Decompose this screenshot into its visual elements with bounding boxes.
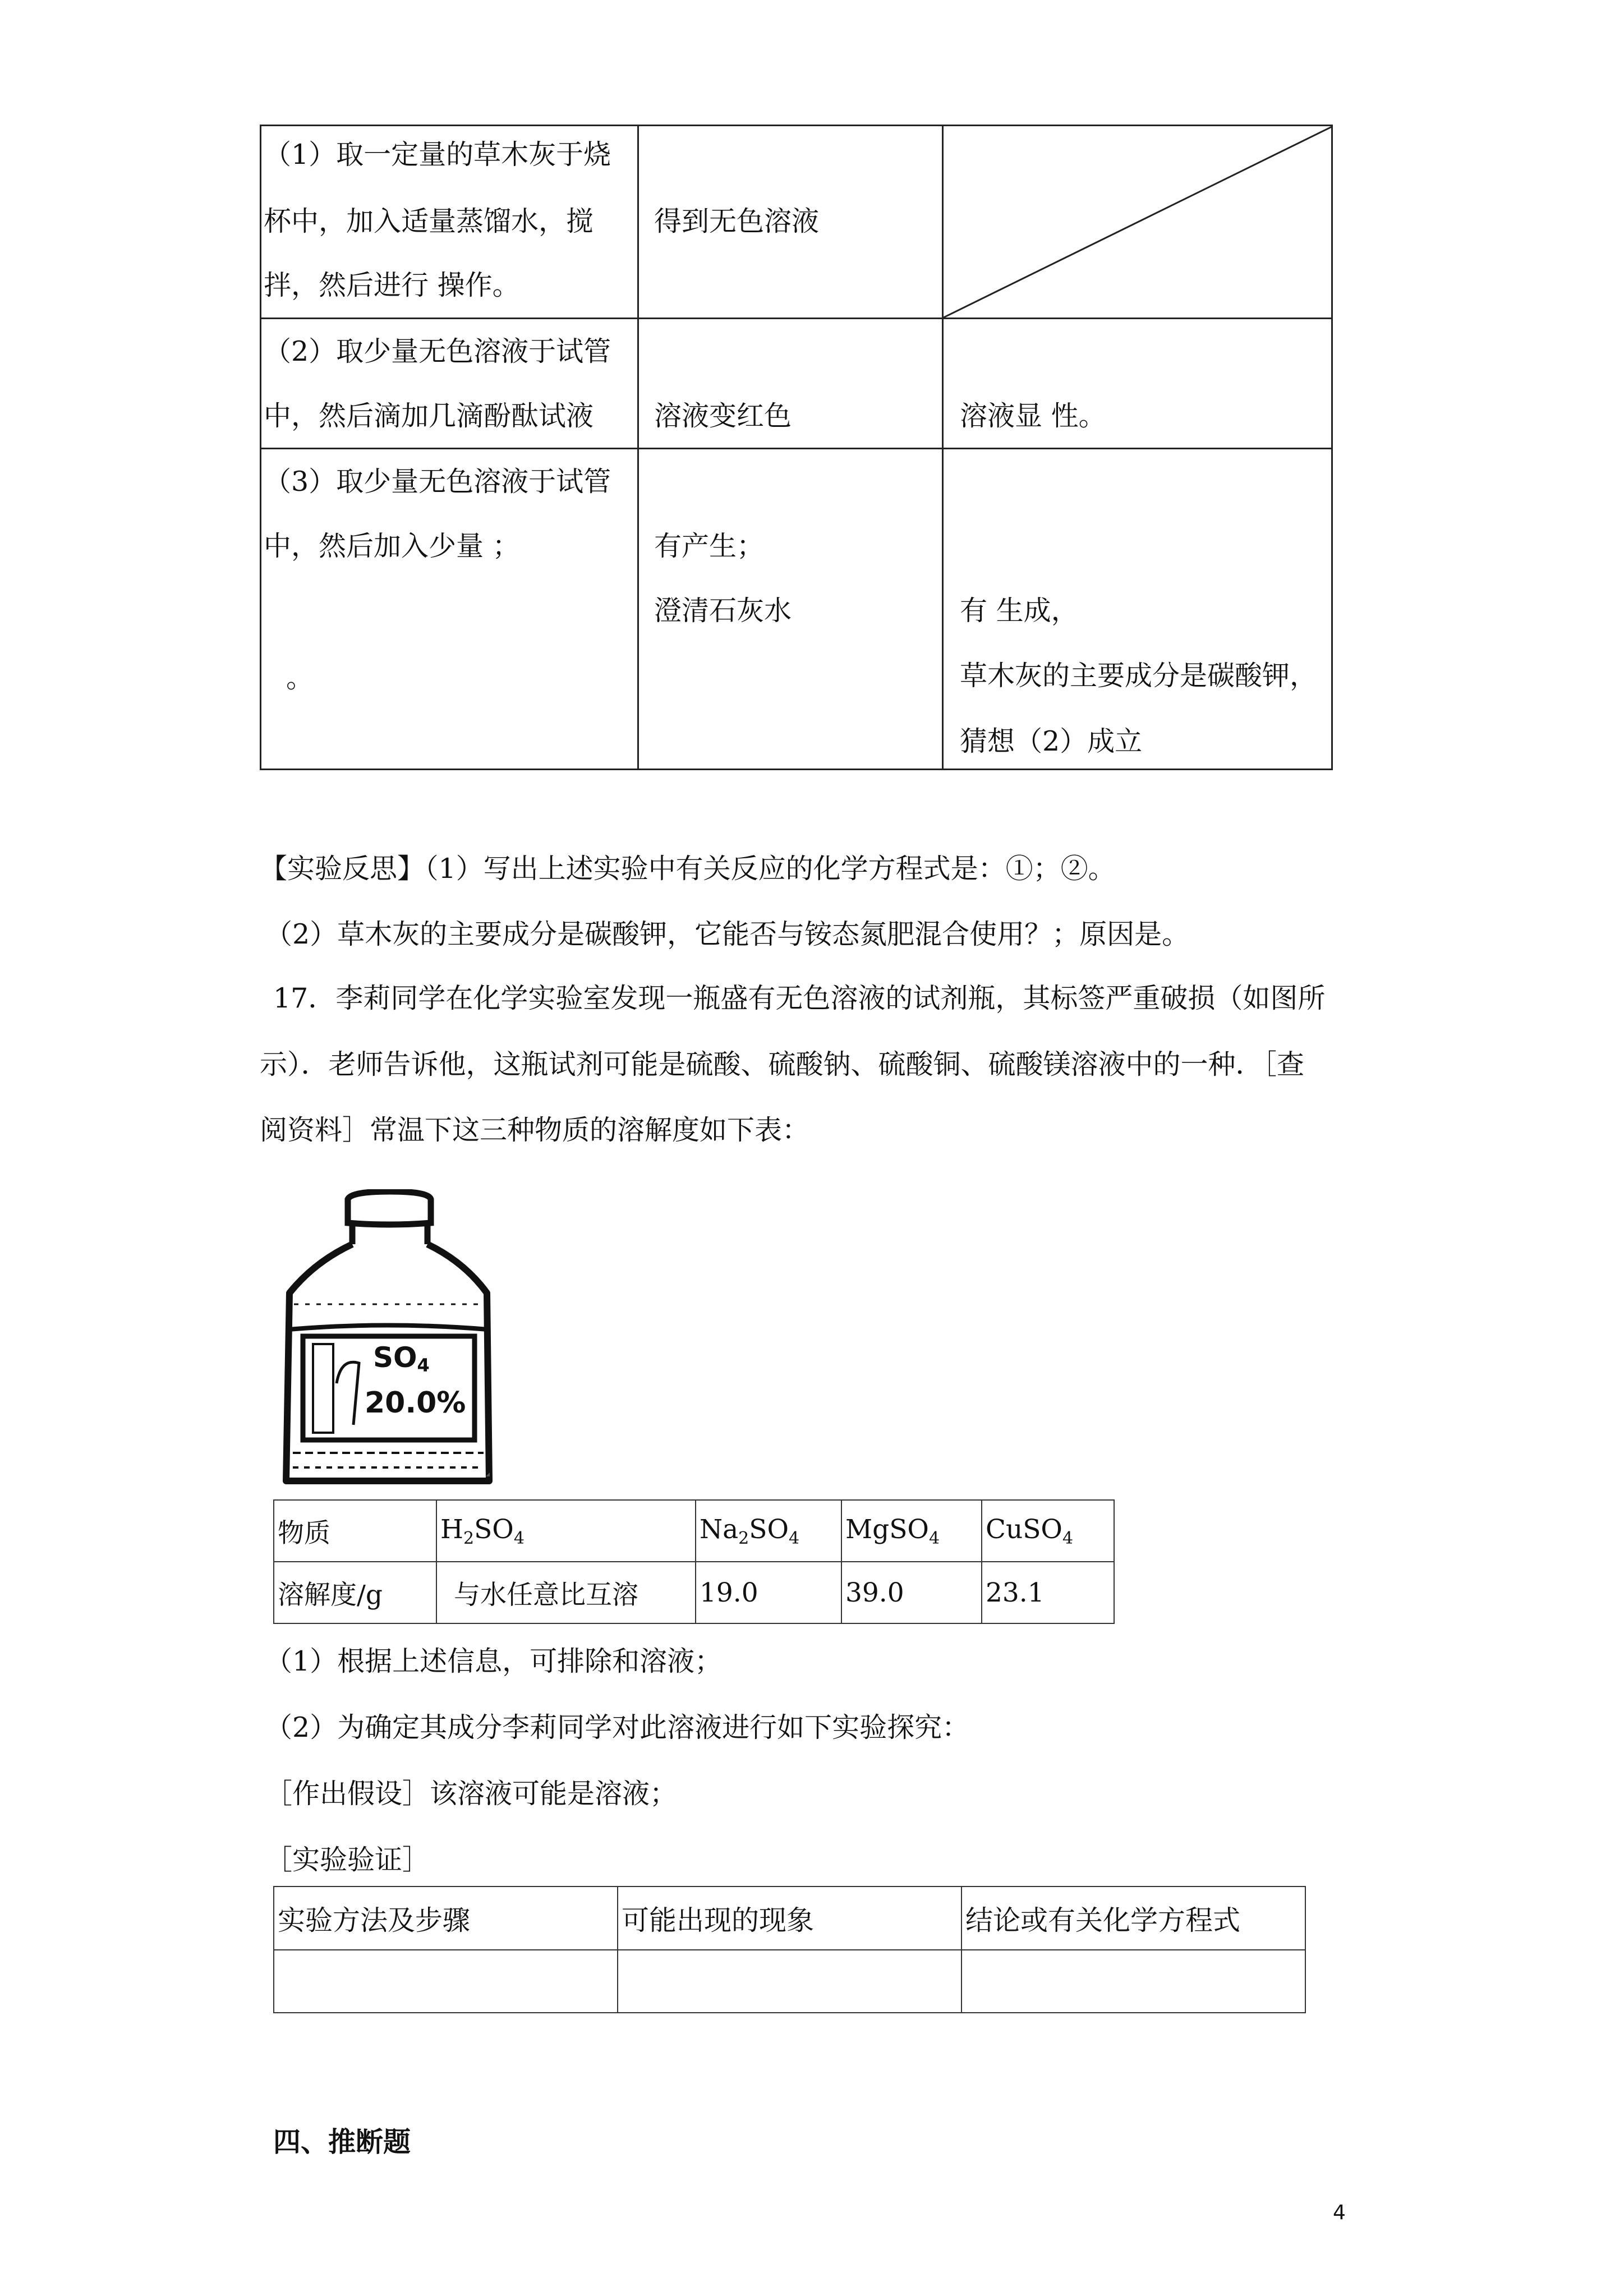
question-17-text: 示）．老师告诉他，这瓶试剂可能是硫酸、硫酸钠、硫酸铜、硫酸镁溶液中的一种．［查 [260,1048,1305,1080]
table-row [274,1562,1114,1623]
table-header-cell: 结论或有关化学方程式 [961,1887,1305,1950]
table-cell-text: 溶液显 性。 [960,400,1106,432]
bottle-label-percent: 20.0% [365,1386,466,1420]
reflection-line: 【实验反思】（1）写出上述实验中有关反应的化学方程式是：①；②。 [260,853,1116,885]
table-row [274,1887,1305,1950]
table-cell [274,1500,436,1562]
table-cell-text: （3）取少量无色溶液于试管 [264,466,611,498]
followup-line: ［作出假设］该溶液可能是溶液； [265,1778,678,1810]
table-cell-text: 。 [286,662,314,694]
table-header-cell: 实验方法及步骤 [274,1887,618,1950]
page-number: 4 [1333,2201,1346,2224]
table-cell: 39.0 [841,1562,982,1623]
table-cell-text: （2）取少量无色溶液于试管 [264,335,611,367]
table-cell-text: 草木灰的主要成分是碳酸钾， [960,660,1318,692]
table-cell: CuSO$_4$ [982,1500,1114,1562]
bottle-label-formula-main: SO [373,1341,417,1374]
followup-line: （1）根据上述信息，可排除和溶液； [265,1645,723,1677]
table-row [274,1950,1305,2013]
table-header-cell: 可能出现的现象 [618,1887,961,1950]
table-cell: 与水任意比互溶 [436,1562,696,1623]
table-cell-text: 有产生； [654,530,765,562]
table-cell-text: 拌，然后进行 操作。 [264,269,520,301]
empty-cell-diagonal [944,126,1333,318]
table-row [274,1500,1114,1562]
row-label: 物质 [278,1517,330,1549]
image-anchor-mark [486,1469,490,1476]
table-cell: 19.0 [696,1562,841,1623]
followup-line: （2）为确定其成分李莉同学对此溶液进行如下实验探究： [265,1711,970,1743]
table-cell-text: 得到无色溶液 [654,205,820,237]
table-cell: 23.1 [982,1562,1114,1623]
table-cell-text: 猜想（2）成立 [960,725,1143,757]
question-17-text: 17．李莉同学在化学实验室发现一瓶盛有无色溶液的试剂瓶，其标签严重破损（如图所 [273,982,1326,1014]
solubility-table [273,1499,1115,1624]
table-cell-text: 中，然后滴加几滴酚酞试液 [264,400,594,432]
table-cell [274,1950,618,2013]
reflection-line: （2）草木灰的主要成分是碳酸钾，它能否与铵态氮肥混合使用？；原因是。 [265,918,1190,950]
bottle-label-formula [373,1343,430,1374]
table-cell-text: 溶液变红色 [654,400,792,432]
question-17-text: 阅资料］常温下这三种物质的溶解度如下表： [260,1114,810,1146]
bottle-label-formula-sub: 4 [417,1355,430,1376]
followup-line: ［实验验证］ [265,1844,430,1876]
table-cell-text: 中，然后加入少量 ； [264,530,520,562]
row-divider [261,318,1331,319]
row-divider [261,448,1331,449]
table-cell-text: 杯中，加入适量蒸馏水，搅 [264,205,594,237]
table-cell: $Na_2SO_4$ [696,1500,841,1562]
table-cell-text: 有 生成， [960,595,1079,627]
table-cell [274,1562,436,1623]
table-cell [618,1950,961,2013]
row-label: 溶解度/g [278,1579,383,1611]
verification-table [273,1886,1306,2013]
reagent-bottle-illustration [280,1189,505,1487]
section-heading: 四、推断题 [273,2126,411,2158]
table-cell-text: 澄清石灰水 [654,595,792,627]
table-cell: $H_2SO_4$ [436,1500,696,1562]
table-cell [961,1950,1305,2013]
table-cell: MgSO$_4$ [841,1500,982,1562]
table-cell-text: （1）取一定量的草木灰于烧 [264,139,611,171]
